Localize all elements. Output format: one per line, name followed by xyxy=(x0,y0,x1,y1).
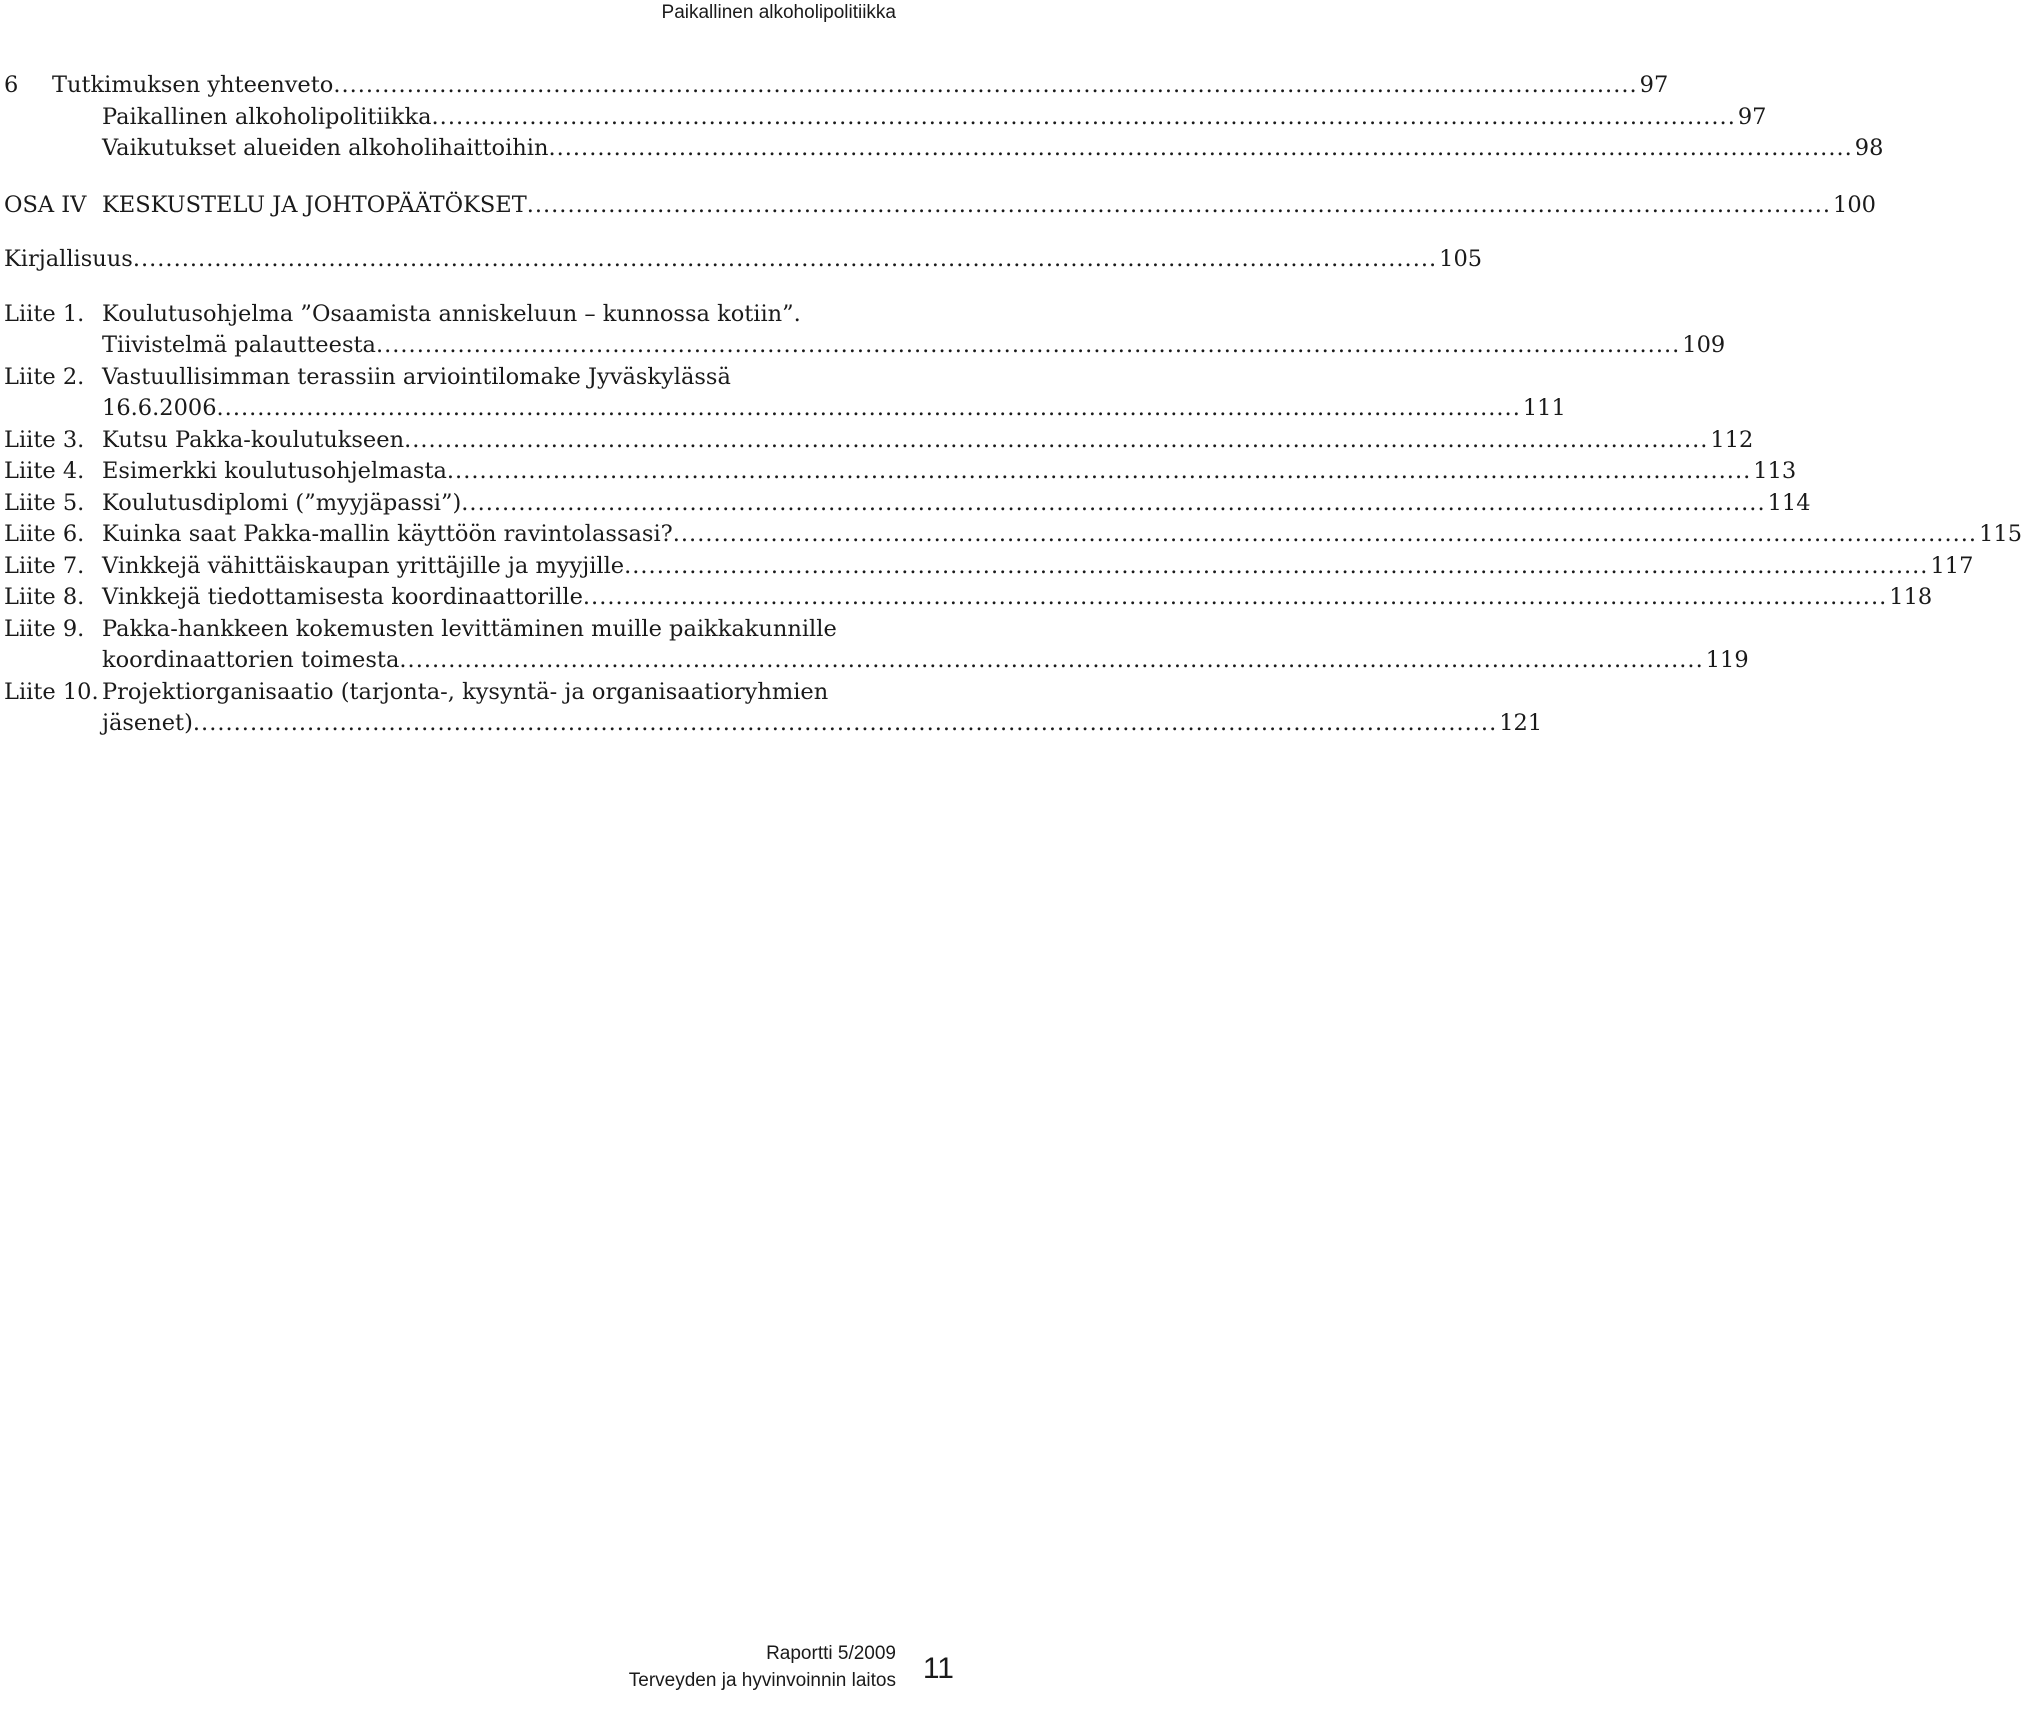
appendix-title: Vinkkejä tiedottamisesta koordinaattorille xyxy=(102,584,583,610)
toc-entry-appendix-3[interactable] xyxy=(4,425,1754,457)
toc-entry-appendix-1[interactable] xyxy=(4,299,890,331)
leader-dots xyxy=(432,102,1736,134)
appendix-title-cont: Tiivistelmä palautteesta xyxy=(102,332,376,358)
toc-entry-appendix-6[interactable] xyxy=(4,519,2022,551)
page-number: 97 xyxy=(1737,103,1767,130)
toc-entry-part-4[interactable] xyxy=(4,190,1876,222)
leader-dots xyxy=(548,133,1852,165)
appendix-title: Esimerkki koulutusohjelmasta xyxy=(102,458,447,484)
page-number: 112 xyxy=(1710,426,1754,453)
part-label: OSA IV xyxy=(4,191,87,218)
toc-entry-appendix-2[interactable] xyxy=(4,362,890,394)
page-number: 121 xyxy=(1499,710,1543,736)
publisher-name: Terveyden ja hyvinvoinnin laitos xyxy=(628,1670,896,1691)
appendix-title: Koulutusdiplomi (”myyjäpassi”) xyxy=(102,489,462,516)
chapter-number: 6 xyxy=(4,72,19,98)
chapter-title: Tutkimuksen yhteenveto xyxy=(52,72,334,98)
leader-dots xyxy=(461,488,1765,520)
folio-page-number: 11 xyxy=(922,1652,954,1685)
appendix-title: Kutsu Pakka-koulutukseen xyxy=(102,426,405,453)
page-number: 117 xyxy=(1930,552,1974,579)
appendix-title: Pakka-hankkeen kokemusten levittäminen muille paikkakunnille xyxy=(102,615,837,642)
appendix-title: Projektiorganisaatio (tarjonta-, kysyntä- ja organisaatioryhmien xyxy=(102,678,829,705)
running-header: Paikallinen alkoholipolitiikka xyxy=(661,2,896,23)
appendix-title: Koulutusohjelma ”Osaamista anniskeluun – kunnossa kotiin”. xyxy=(102,300,801,327)
leader-dots xyxy=(447,456,1751,488)
toc-entry-appendix-10-cont[interactable] xyxy=(4,708,1543,740)
appendix-label: Liite 8. xyxy=(4,584,85,610)
toc-entry-references[interactable] xyxy=(4,244,1483,276)
toc-entry-appendix-10[interactable] xyxy=(4,677,890,709)
leader-dots xyxy=(673,519,1977,551)
toc-entry-appendix-8[interactable] xyxy=(4,582,1933,614)
toc-entry-appendix-2-cont[interactable] xyxy=(4,393,1566,425)
page-number: 111 xyxy=(1522,395,1566,421)
page-number: 105 xyxy=(1439,246,1483,272)
appendix-label: Liite 3. xyxy=(4,426,85,453)
page-number: 113 xyxy=(1753,458,1797,484)
page-number: 114 xyxy=(1767,489,1811,516)
page-footer xyxy=(629,1640,896,1694)
leader-dots xyxy=(527,190,1831,222)
leader-dots xyxy=(624,551,1928,583)
part-title: KESKUSTELU JA JOHTOPÄÄTÖKSET xyxy=(102,191,527,218)
leader-dots xyxy=(333,70,1637,102)
toc-entry-chapter-6[interactable] xyxy=(4,70,1669,102)
toc-entry-appendix-7[interactable] xyxy=(4,551,1974,583)
appendix-label: Liite 6. xyxy=(4,521,85,547)
page-number: 100 xyxy=(1833,191,1876,218)
appendix-title-cont: jäsenet) xyxy=(102,710,193,736)
appendix-label: Liite 7. xyxy=(4,552,85,579)
leader-dots xyxy=(193,708,1497,740)
leader-dots xyxy=(399,645,1703,677)
toc-entry-section[interactable] xyxy=(4,133,1884,165)
appendix-label: Liite 2. xyxy=(4,363,85,390)
leader-dots xyxy=(583,582,1887,614)
toc-entry-appendix-9[interactable] xyxy=(4,614,890,646)
page-number: 98 xyxy=(1854,135,1884,161)
section-title: Vaikutukset alueiden alkoholihaittoihin xyxy=(102,135,549,161)
appendix-label: Liite 9. xyxy=(4,615,85,642)
leader-dots xyxy=(404,425,1708,457)
toc-entry-appendix-4[interactable] xyxy=(4,456,1797,488)
report-number: Raportti 5/2009 xyxy=(766,1643,896,1664)
page-number: 109 xyxy=(1682,332,1726,358)
appendix-label: Liite 4. xyxy=(4,458,85,484)
page-number: 97 xyxy=(1639,72,1669,98)
appendix-title-cont: 16.6.2006 xyxy=(102,395,217,421)
section-title: Paikallinen alkoholipolitiikka xyxy=(102,103,432,130)
appendix-label: Liite 10. xyxy=(4,678,99,705)
appendix-title: Vastuullisimman terassiin arviointilomake Jyväskylässä xyxy=(102,363,731,390)
leader-dots xyxy=(133,244,1437,276)
references-title: Kirjallisuus xyxy=(4,246,133,272)
toc-entry-appendix-9-cont[interactable] xyxy=(4,645,1749,677)
appendix-label: Liite 1. xyxy=(4,300,85,327)
page-number: 119 xyxy=(1705,647,1749,673)
toc-entry-appendix-5[interactable] xyxy=(4,488,1811,520)
leader-dots xyxy=(376,330,1680,362)
appendix-title: Kuinka saat Pakka-mallin käyttöön ravintolassasi? xyxy=(102,521,673,547)
page-number: 118 xyxy=(1889,584,1933,610)
table-of-contents xyxy=(4,70,2022,740)
toc-entry-appendix-1-cont[interactable] xyxy=(4,330,1726,362)
leader-dots xyxy=(217,393,1521,425)
appendix-title: Vinkkejä vähittäiskaupan yrittäjille ja myyjille xyxy=(102,552,625,579)
appendix-title-cont: koordinaattorien toimesta xyxy=(102,647,400,673)
page-number: 115 xyxy=(1979,521,2022,547)
appendix-label: Liite 5. xyxy=(4,489,85,516)
toc-entry-section[interactable] xyxy=(4,102,1767,134)
